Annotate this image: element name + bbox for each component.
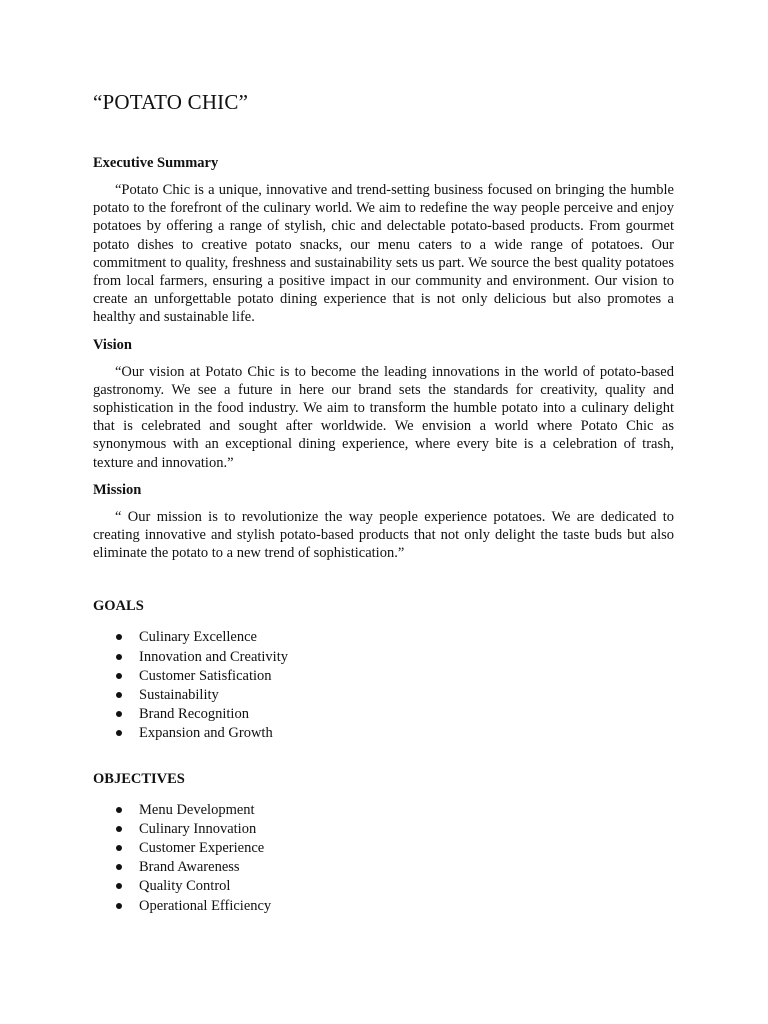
- list-item: [93, 897, 674, 916]
- list-item: [93, 858, 674, 877]
- document-page: [93, 88, 674, 916]
- vision-section: [93, 336, 674, 472]
- vision-heading: Vision: [93, 336, 132, 353]
- goal-label: Culinary Excellence: [139, 629, 257, 646]
- goals-section: [93, 597, 674, 743]
- bullet-icon: [116, 807, 122, 813]
- objectives-list: [93, 801, 674, 916]
- list-item: [93, 801, 674, 820]
- section-spacer: [93, 744, 674, 770]
- list-item: [93, 667, 674, 686]
- mission-text: “ Our mission is to revolutionize the way people experience potatoes. We are dedicated to creating innovative and stylish potato-based products that not only delight the taste buds but also eliminate the potato to a new trend of sophistication.”: [93, 508, 674, 562]
- list-item: [93, 686, 674, 705]
- mission-heading: Mission: [93, 481, 142, 498]
- bullet-icon: [116, 711, 122, 717]
- goal-label: Brand Recognition: [139, 706, 249, 723]
- bullet-icon: [116, 826, 122, 832]
- objective-label: Customer Experience: [139, 840, 265, 857]
- bullet-icon: [116, 673, 122, 679]
- bullet-icon: [116, 654, 122, 660]
- goal-label: Innovation and Creativity: [139, 648, 288, 665]
- goal-label: Customer Satisfication: [139, 667, 272, 684]
- goal-label: Expansion and Growth: [139, 725, 273, 742]
- objective-label: Brand Awareness: [139, 859, 240, 876]
- bullet-icon: [116, 845, 122, 851]
- goal-label: Sustainability: [139, 687, 219, 704]
- list-item: [93, 839, 674, 858]
- executive-summary-heading: Executive Summary: [93, 155, 219, 171]
- list-item: [93, 628, 674, 647]
- vision-text: “Our vision at Potato Chic is to become the leading innovations in the world of potato-based gastronomy. We see a future in here our brand sets the standards for creativity, quality and sophistication in the food industry. We aim to transform the humble potato into a culinary delight that is celebrated and sought after worldwide. We envision a world where Potato Chic as synonymous with an exceptional dining experience, where every bite is a celebration of trash, texture and innovation.”: [93, 363, 674, 471]
- list-item: [93, 724, 674, 743]
- objectives-heading: OBJECTIVES: [93, 770, 185, 787]
- bullet-icon: [116, 903, 122, 909]
- bullet-icon: [116, 692, 122, 698]
- list-item: [93, 705, 674, 724]
- objective-label: Quality Control: [139, 878, 231, 895]
- objectives-section: [93, 770, 674, 916]
- mission-section: [93, 481, 674, 563]
- list-item: [93, 877, 674, 896]
- section-spacer: [93, 571, 674, 597]
- list-item: [93, 648, 674, 667]
- document-title: “POTATO CHIC”: [93, 90, 249, 114]
- bullet-icon: [116, 883, 122, 889]
- list-item: [93, 820, 674, 839]
- objective-label: Operational Efficiency: [139, 897, 272, 914]
- objective-label: Culinary Innovation: [139, 820, 257, 837]
- goals-list: [93, 628, 674, 743]
- objective-label: Menu Development: [139, 801, 255, 818]
- bullet-icon: [116, 634, 122, 640]
- bullet-icon: [116, 730, 122, 736]
- goals-heading: GOALS: [93, 598, 144, 615]
- executive-summary-section: [93, 154, 674, 327]
- executive-summary-text: “Potato Chic is a unique, innovative and trend-setting business focused on bringing the humble potato to the forefront of the culinary world. We aim to redefine the way people perceive and enjoy potatoes by offering a range of stylish, chic and delectable potato-based products. From gourmet potato dishes to creative potato snacks, our menu caters to a wide range of potatoes. Our commitment to quality, freshness and sustainability sets us part. We source the best quality potatoes from local farmers, ensuring a positive impact in our community and environment. Our vision to create an unforgettable potato dining experience that is not only delicious but also promotes a healthy and sustainable life.: [93, 182, 674, 326]
- bullet-icon: [116, 864, 122, 870]
